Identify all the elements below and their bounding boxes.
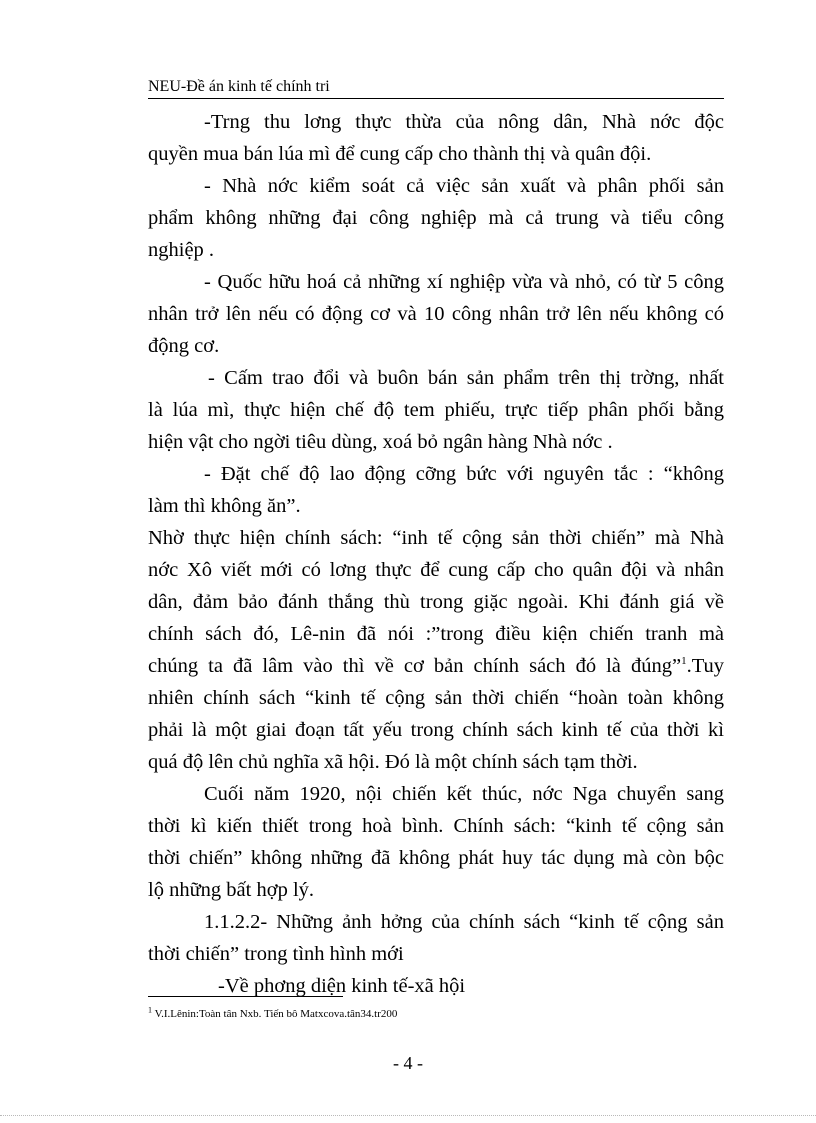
text-line <box>148 714 724 746</box>
line-text: nhân trở lên nếu có động cơ và 10 công nhân trở lên nếu không có <box>148 303 724 325</box>
footnote-mark: 1 <box>148 1005 152 1015</box>
text-line <box>148 746 724 778</box>
line-text: chúng ta đã lâm vào thì về cơ bản chính sách đó là đúng” <box>148 655 682 677</box>
footnote-text: V.I.Lênin:Toàn tân Nxb. Tiến bô Matxcova.tân34.tr200 <box>154 1008 398 1020</box>
line-text: - Nhà nớc kiểm soát cả việc sản xuất và phân phối sản <box>204 175 724 197</box>
text-line <box>148 330 724 362</box>
text-line <box>148 650 724 682</box>
line-text: là lúa mì, thực hiện chế độ tem phiếu, trực tiếp phân phối bằng <box>148 399 724 421</box>
footnote <box>148 1007 397 1021</box>
text-line <box>148 586 724 618</box>
text-line <box>148 394 724 426</box>
page-number: - 4 - <box>393 1053 423 1073</box>
line-text: -Về phơng diện kinh tế-xã hội <box>218 975 466 997</box>
text-line <box>148 618 724 650</box>
line-text: thời kì kiến thiết trong hoà bình. Chính sách: “kinh tế cộng sản <box>148 815 724 837</box>
text-line <box>148 426 724 458</box>
line-text: lộ những bất hợp lý. <box>148 879 315 901</box>
text-line <box>148 362 724 394</box>
text-line <box>148 106 724 138</box>
running-header: NEU-Đề án kinh tế chính tri <box>148 78 724 99</box>
footnote-separator <box>148 996 343 997</box>
line-text: - Đặt chế độ lao động cỡng bức với nguyên tắc : “không <box>204 463 724 485</box>
line-text: - Quốc hữu hoá cả những xí nghiệp vừa và nhỏ, có từ 5 công <box>204 271 724 293</box>
line-text: Cuối năm 1920, nội chiến kết thúc, nớc Nga chuyển sang <box>204 783 724 805</box>
text-line <box>148 842 724 874</box>
text-line <box>148 458 724 490</box>
text-line <box>148 682 724 714</box>
line-text: - Cấm trao đổi và buôn bán sản phẩm trên thị trờng, nhất <box>208 367 724 389</box>
text-line <box>148 170 724 202</box>
line-text: phải là một giai đoạn tất yếu trong chính sách kinh tế của thời kì <box>148 719 724 741</box>
text-line <box>148 138 724 170</box>
text-line <box>148 970 724 1002</box>
line-text: thời chiến” không những đã không phát huy tác dụng mà còn bộc <box>148 847 724 869</box>
body-text <box>148 106 724 1002</box>
text-line <box>148 810 724 842</box>
line-text-after: .Tuy <box>686 655 724 677</box>
line-text: nghiệp . <box>148 239 215 261</box>
line-text: làm thì không ăn”. <box>148 495 301 517</box>
line-text: phẩm không những đại công nghiệp mà cả trung và tiểu công <box>148 207 724 229</box>
text-line <box>148 298 724 330</box>
line-text: nớc Xô viết mới có lơng thực để cung cấp cho quân đội và nhân <box>148 559 724 581</box>
line-text: chính sách đó, Lê-nin đã nói :”trong điều kiện chiến tranh mà <box>148 623 724 645</box>
line-text: quá độ lên chủ nghĩa xã hội. Đó là một chính sách tạm thời. <box>148 751 638 773</box>
line-text: thời chiến” trong tình hình mới <box>148 943 404 965</box>
page-bottom-border <box>0 1115 816 1116</box>
text-line <box>148 522 724 554</box>
line-text: quyền mua bán lúa mì để cung cấp cho thành thị và quân đội. <box>148 143 652 165</box>
text-line <box>148 234 724 266</box>
line-text: Nhờ thực hiện chính sách: “inh tế cộng sản thời chiến” mà Nhà <box>148 527 724 549</box>
text-line <box>148 490 724 522</box>
text-line <box>148 938 724 970</box>
line-text: 1.1.2.2- Những ảnh hởng của chính sách “kinh tế cộng sản <box>204 911 724 933</box>
text-line <box>148 874 724 906</box>
line-text: dân, đảm bảo đánh thắng thù trong giặc ngoài. Khi đánh giá về <box>148 591 724 613</box>
footnote-ref: 1 <box>681 655 687 668</box>
text-line <box>148 266 724 298</box>
line-text: nhiên chính sách “kinh tế cộng sản thời chiến “hoàn toàn không <box>148 687 724 709</box>
text-line <box>148 554 724 586</box>
text-line <box>148 906 724 938</box>
text-line <box>148 778 724 810</box>
text-line <box>148 202 724 234</box>
line-text: -Trng thu lơng thực thừa của nông dân, Nhà nớc độc <box>204 111 724 133</box>
line-text: hiện vật cho ngời tiêu dùng, xoá bỏ ngân hàng Nhà nớc . <box>148 431 613 453</box>
line-text: động cơ. <box>148 335 220 357</box>
